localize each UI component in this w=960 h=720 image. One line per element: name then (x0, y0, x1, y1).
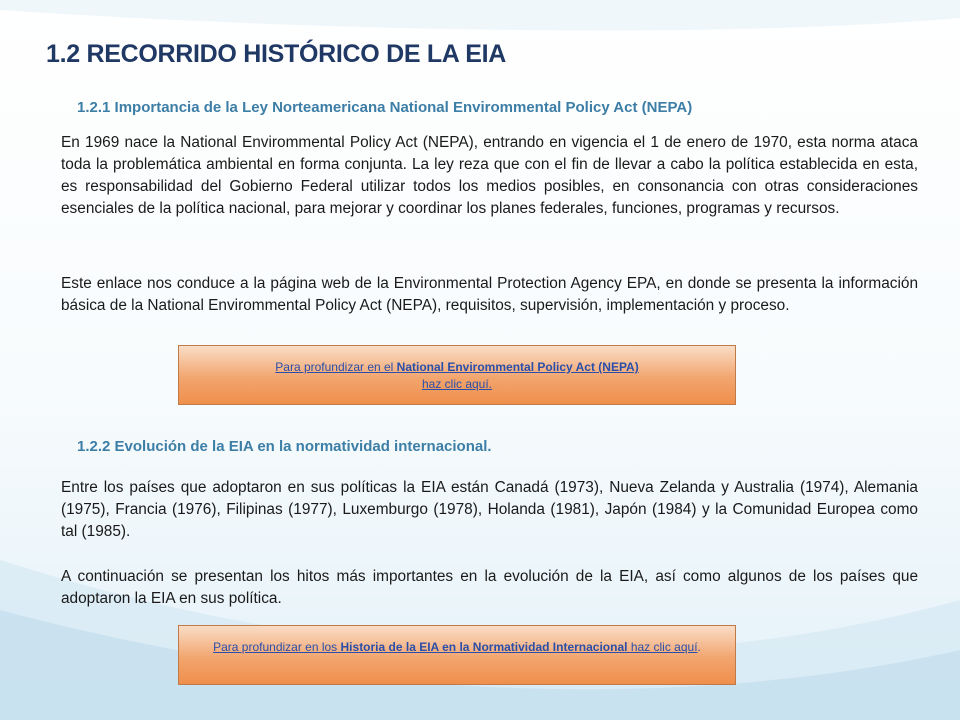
history-link-prefix: Para profundizar en los (213, 640, 341, 654)
history-link-suffix: haz clic aquí (627, 640, 698, 654)
nepa-link-suffix: haz clic aquí. (421, 377, 493, 391)
paragraph-milestones: A continuación se presentan los hitos más importantes en la evolución de la EIA, así como algunos de los países que adoptaron la EIA en sus política. (61, 568, 918, 607)
paragraph-countries: Entre los países que adoptaron en sus políticas la EIA están Canadá (1973), Nueva Zelanda y Australia (1974), Alemania (1975), Francia (1976), Filipinas (1977), Luxemburgo (1978), Holanda (1981), Japón (1984) y la Comunidad Europea como tal (1985). (61, 479, 918, 540)
nepa-link-box (178, 345, 736, 405)
section-heading-nepa: 1.2.1 Importancia de la Ley Norteamericana National Envirommental Policy Act (NEPA) (77, 99, 693, 116)
history-link-end: . (697, 640, 701, 654)
page-title: 1.2 RECORRIDO HISTÓRICO DE LA EIA (46, 40, 507, 68)
history-link-box (178, 625, 736, 685)
nepa-link[interactable] (275, 360, 638, 391)
paragraph-epa-link-intro: Este enlace nos conduce a la página web de la Environmental Protection Agency EPA, en donde se presenta la información básica de la National Envirommental Policy Act (NEPA), requisitos, supervisión, implementación y proceso. (61, 275, 918, 314)
nepa-link-prefix: Para profundizar en el (275, 360, 397, 374)
history-link[interactable] (213, 640, 697, 654)
paragraph-nepa-history: En 1969 nace la National Envirommental Policy Act (NEPA), entrando en vigencia el 1 de enero de 1970, esta norma ataca toda la problemática ambiental en forma conjunta. La ley reza que con el fin de llevar a cabo la política establecida en esta, es responsabilidad del Gobierno Federal utilizar todos los medios posibles, en consonancia con otras consideraciones esenciales de la política nacional, para mejorar y coordinar los planes federales, funciones, programas y recursos. (61, 134, 918, 217)
nepa-link-bold: National Envirommental Policy Act (NEPA) (396, 360, 639, 374)
section-heading-evolution: 1.2.2 Evolución de la EIA en la normatividad internacional. (77, 438, 492, 455)
history-link-bold: Historia de la EIA en la Normatividad Internacional (340, 640, 628, 654)
